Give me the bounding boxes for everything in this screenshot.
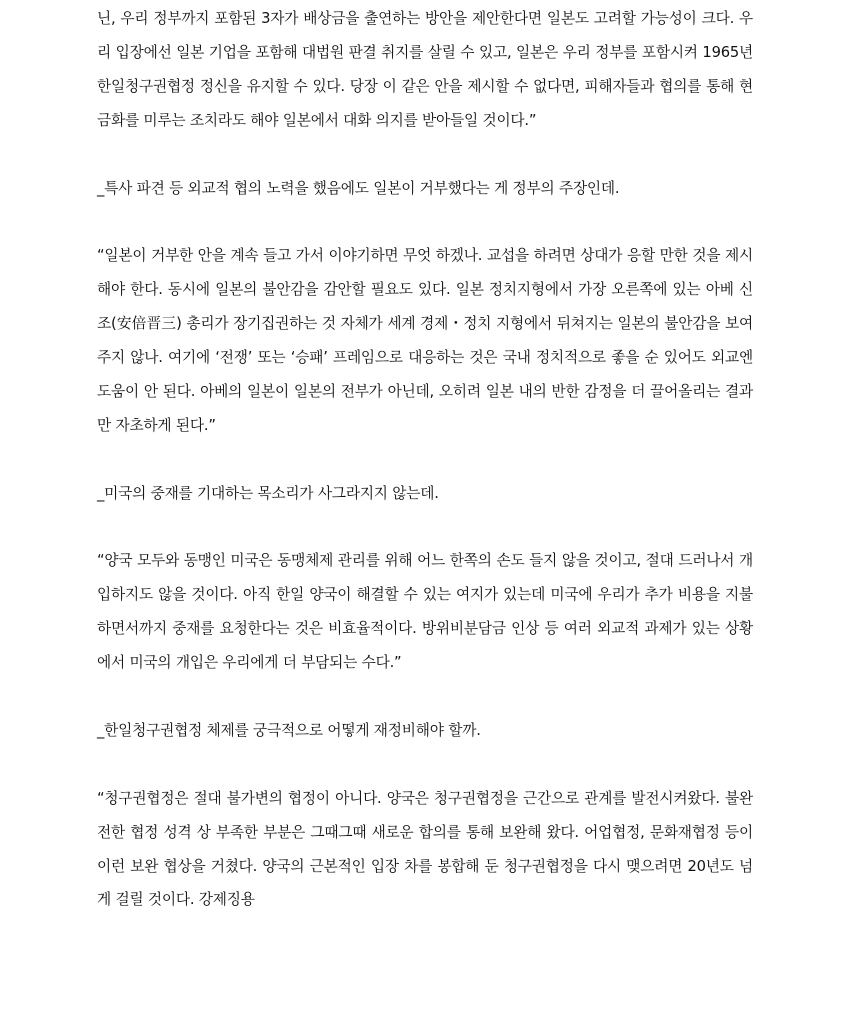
- answer-paragraph: “양국 모두와 동맹인 미국은 동맹체제 관리를 위해 어느 한쪽의 손도 들지 않을 것이고, 절대 드러나서 개입하지도 않을 것이다. 아직 한일 양국이 해결할 수 있는 여지가 있는데 미국에 우리가 추가 비용을 지불하면서까지 중재를 요청한다는 것은 비효율적이다. 방위비분담금 인상 등 여러 외교적 과제가 있는 상황에서 미국의 개입은 우리에게 더 부담되는 수다.”: [97, 552, 753, 672]
- interview-question: _한일청구권협정 체제를 궁극적으로 어떻게 재정비해야 할까.: [97, 721, 481, 739]
- answer-paragraph: 닌, 우리 정부까지 포함된 3자가 배상금을 출연하는 방안을 제안한다면 일본도 고려할 가능성이 크다. 우리 입장에선 일본 기업을 포함해 대법원 판결 취지를 살릴 수 있고, 일본은 우리 정부를 포함시켜 1965년 한일청구권협정 정신을 유지할 수 있다. 당장 이 같은 안을 제시할 수 없다면, 피해자들과 협의를 통해 현금화를 미루는 조치라도 해야 일본에서 대화 의지를 받아들일 것이다.”: [97, 10, 753, 129]
- interview-question: _미국의 중재를 기대하는 목소리가 사그라지지 않는데.: [97, 484, 439, 502]
- answer-paragraph: “일본이 거부한 안을 계속 들고 가서 이야기하면 무엇 하겠나. 교섭을 하려면 상대가 응할 만한 것을 제시해야 한다. 동시에 일본의 불안감을 감안할 필요도 있다. 일본 정치지형에서 가장 오른쪽에 있는 아베 신조(安倍晋三) 총리가 장기집권하는 것 자체가 세계 경제・정치 지형에서 뒤쳐지는 일본의 불안감을 보여주지 않나. 여기에 ‘전쟁’ 또는 ‘승패’ 프레임으로 대응하는 것은 국내 정치적으로 좋을 순 있어도 외교엔 도움이 안 된다. 아베의 일본이 일본의 전부가 아닌데, 오히려 일본 내의 반한 감정을 더 끌어올리는 결과만 자초하게 된다.”: [97, 247, 753, 434]
- answer-paragraph: “청구권협정은 절대 불가변의 협정이 아니다. 양국은 청구권협정을 근간으로 관계를 발전시켜왔다. 불완전한 협정 성격 상 부족한 부분은 그때그때 새로운 합의를 통해 보완해 왔다. 어업협정, 문화재협정 등이 이런 보완 협상을 거쳤다. 양국의 근본적인 입장 차를 봉합해 둔 청구권협정을 다시 맺으려면 20년도 넘게 걸릴 것이다. 강제징용: [97, 789, 753, 909]
- interview-question: _특사 파견 등 외교적 협의 노력을 했음에도 일본이 거부했다는 게 정부의 주장인데.: [97, 179, 620, 197]
- article-body: [97, 2, 753, 951]
